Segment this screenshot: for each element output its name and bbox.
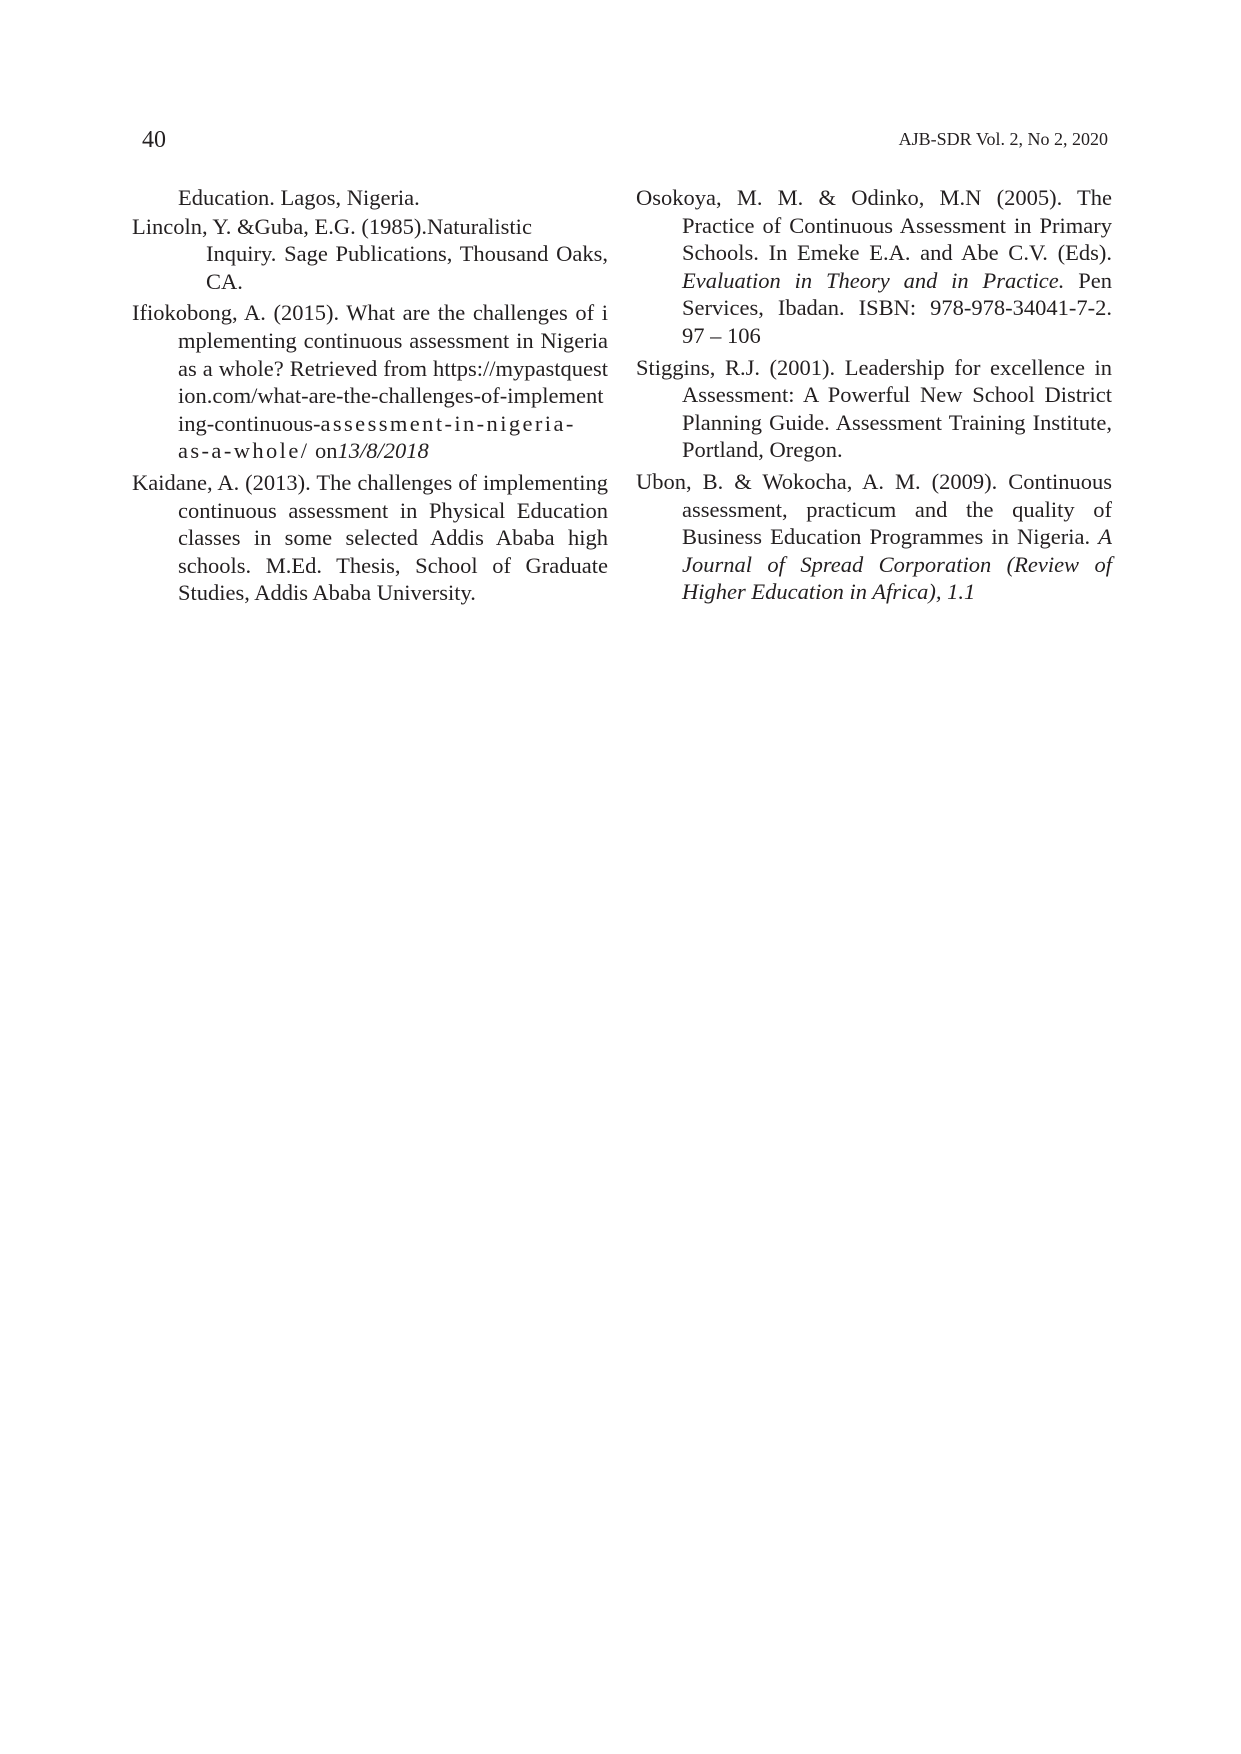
reference-osokoya-italic: Evaluation in Theory and in Practice. (682, 267, 1065, 293)
reference-osokoya-tail: Pen Services, Ibadan. ISBN: 978-978-34041-7-2. 97 – 106 (682, 267, 1113, 348)
reference-stiggins: Stiggins, R.J. (2001). Leadership for excellence in Assessment: A Powerful New School District Planning Guide. Assessment Training Institute, Portland, Oregon. (636, 354, 1112, 463)
reference-kaidane: Kaidane, A. (2013). The challenges of implementing continuous assessment in Physical Education classes in some selected Addis Ababa high schools. M.Ed. Thesis, School of Graduate Studies, Addis Ababa University. (132, 469, 608, 606)
reference-ifiokobong-text: Ifiokobong, A. (2015). What are the challenges of implementing continuous assessment in Nigeria as a whole? Retrieved from https://mypastquestion.com/what-are-the-challenges-of-implementing-continuous- (132, 300, 608, 436)
running-head: AJB-SDR Vol. 2, No 2, 2020 (898, 129, 1108, 149)
reference-osokoya (636, 184, 1112, 350)
reference-ubon (636, 468, 1112, 606)
reference-lincoln-rest: Inquiry. Sage Publications, Thousand Oaks, CA. (206, 241, 608, 294)
reference-osokoya-text: Osokoya, M. M. & Odinko, M.N (2005). The Practice of Continuous Assessment in Primary Schools. In Emeke E.A. and Abe C.V. (Eds). (636, 185, 1112, 266)
reference-ifiokobong-on: on (314, 438, 338, 464)
reference-continuation: Education. Lagos, Nigeria. (178, 185, 420, 210)
reference-lincoln-first: Lincoln, Y. &Guba, E.G. (1985).Naturalistic (132, 213, 532, 239)
reference-lincoln (132, 213, 608, 296)
page-number: 40 (142, 127, 166, 153)
references-right-column (636, 184, 1112, 610)
reference-ubon-italic: A Journal of Spread Corporation (Review of Higher Education in Africa), 1.1 (682, 524, 1112, 605)
references-left-column (132, 184, 608, 611)
reference-ifiokobong-date: 13/8/2018 (337, 438, 429, 464)
reference-ubon-text: Ubon, B. & Wokocha, A. M. (2009). Continuous assessment, practicum and the quality of Business Education Programmes in Nigeria. (636, 468, 1112, 550)
reference-ifiokobong-url-tail: assessment-in-nigeria-as-a-whole/ (178, 410, 576, 464)
reference-ifiokobong (132, 299, 608, 465)
